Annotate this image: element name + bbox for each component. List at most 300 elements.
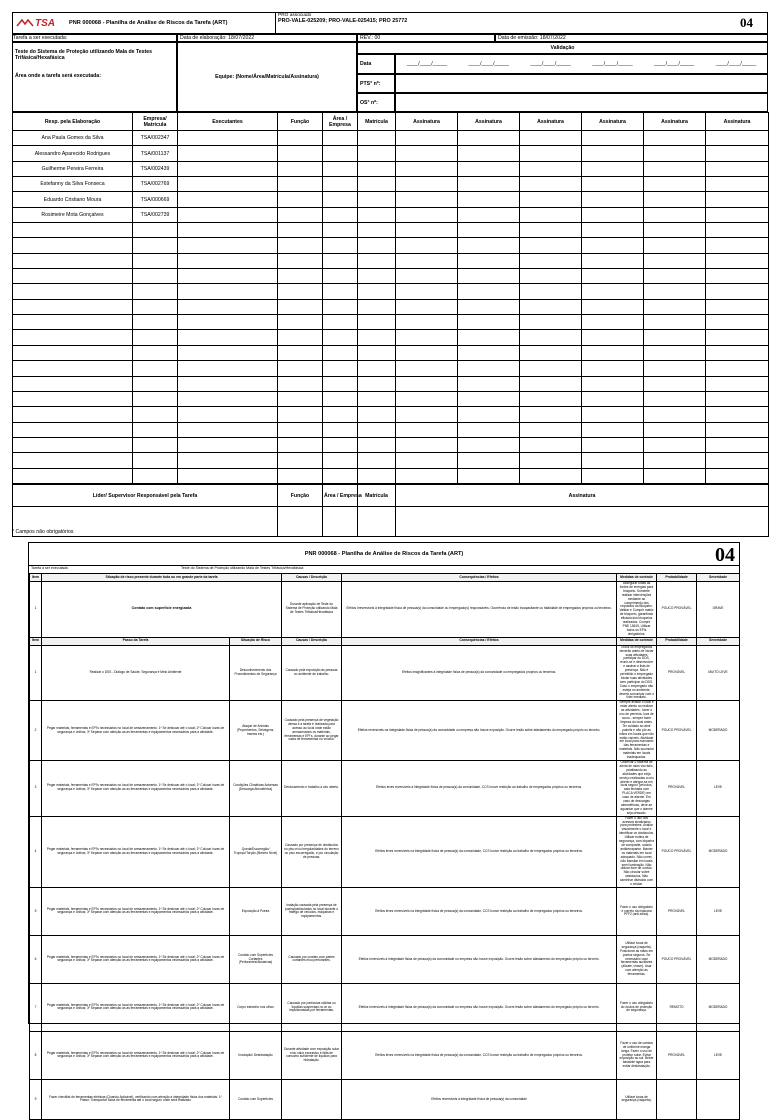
form-cell[interactable] [178,131,278,146]
responsible-name[interactable] [13,422,133,437]
form-cell[interactable] [323,146,358,161]
responsible-name[interactable] [13,376,133,391]
form-cell[interactable] [396,330,458,345]
form-cell[interactable] [358,376,396,391]
form-cell[interactable] [706,361,769,376]
form-cell[interactable] [178,437,278,452]
form-cell[interactable] [323,177,358,192]
responsible-id[interactable]: TSA/002347 [133,131,178,146]
form-cell[interactable] [706,177,769,192]
form-cell[interactable] [278,391,323,406]
form-cell[interactable] [358,422,396,437]
form-cell[interactable] [644,361,706,376]
form-cell[interactable] [278,146,323,161]
form-cell[interactable] [582,437,644,452]
responsible-id[interactable] [133,253,178,268]
form-cell[interactable] [644,192,706,207]
form-cell[interactable] [520,284,582,299]
form-cell[interactable] [278,422,323,437]
form-cell[interactable] [644,131,706,146]
form-cell[interactable] [706,161,769,176]
form-cell[interactable] [278,453,323,468]
form-cell[interactable] [644,330,706,345]
form-cell[interactable] [278,253,323,268]
responsible-id[interactable] [133,299,178,314]
form-cell[interactable] [706,407,769,422]
date-blank[interactable]: ____/____/_____ [592,61,633,67]
form-cell[interactable] [706,376,769,391]
form-cell[interactable] [458,207,520,222]
form-cell[interactable] [323,161,358,176]
form-cell[interactable] [644,238,706,253]
form-cell[interactable] [396,422,458,437]
responsible-name[interactable] [13,407,133,422]
responsible-id[interactable] [133,468,178,483]
form-cell[interactable] [278,207,323,222]
form-cell[interactable] [520,146,582,161]
form-cell[interactable] [582,422,644,437]
leader-area-field[interactable] [323,507,358,537]
form-cell[interactable] [396,453,458,468]
form-cell[interactable] [323,468,358,483]
form-cell[interactable] [520,238,582,253]
form-cell[interactable] [582,192,644,207]
step-cause: Deslocamento e trabalho a céu aberto. [282,760,342,816]
form-cell[interactable] [458,330,520,345]
form-cell[interactable] [178,361,278,376]
form-cell[interactable] [358,207,396,222]
form-cell[interactable] [520,299,582,314]
form-cell[interactable] [396,284,458,299]
form-cell[interactable] [644,437,706,452]
form-cell[interactable] [644,207,706,222]
responsible-name[interactable]: Estefanny da Silva Fonseca [13,177,133,192]
form-cell[interactable] [358,223,396,238]
leader-registration-field[interactable] [358,507,396,537]
form-cell[interactable] [396,131,458,146]
form-cell[interactable] [582,161,644,176]
revision: REV.: 00 [357,34,495,42]
form-cell[interactable] [278,376,323,391]
leader-function-field[interactable] [278,507,323,537]
form-cell[interactable] [582,315,644,330]
form-cell[interactable] [644,161,706,176]
responsible-id[interactable] [133,223,178,238]
form-cell[interactable] [358,299,396,314]
form-cell[interactable] [278,269,323,284]
form-cell[interactable] [358,161,396,176]
form-cell[interactable] [644,269,706,284]
date-label: Data [357,54,395,74]
form-cell[interactable] [396,361,458,376]
form-cell[interactable] [178,223,278,238]
form-cell[interactable] [520,437,582,452]
form-cell[interactable] [396,238,458,253]
responsible-name[interactable] [13,284,133,299]
form-cell[interactable] [706,299,769,314]
form-cell[interactable] [358,253,396,268]
form-cell[interactable] [358,315,396,330]
responsible-id[interactable] [133,407,178,422]
form-cell[interactable] [178,161,278,176]
form-cell[interactable] [582,376,644,391]
form-cell[interactable] [178,376,278,391]
form-cell[interactable] [582,238,644,253]
form-cell[interactable] [644,453,706,468]
form-cell[interactable] [178,269,278,284]
form-cell[interactable] [582,284,644,299]
form-cell[interactable] [323,223,358,238]
responsible-id[interactable] [133,284,178,299]
responsible-id[interactable] [133,315,178,330]
responsible-name[interactable]: Ana Paula Gomes da Silva [13,131,133,146]
form-cell[interactable] [458,238,520,253]
date-blank[interactable]: ____/____/_____ [468,61,509,67]
form-cell[interactable] [323,407,358,422]
form-cell[interactable] [706,284,769,299]
form-cell[interactable] [582,299,644,314]
form-cell[interactable] [458,453,520,468]
form-cell[interactable] [582,223,644,238]
form-cell[interactable] [582,453,644,468]
responsible-name[interactable] [13,223,133,238]
form-cell[interactable] [520,407,582,422]
form-cell[interactable] [396,391,458,406]
form-cell[interactable] [323,192,358,207]
form-cell[interactable] [278,192,323,207]
form-cell[interactable] [520,161,582,176]
form-cell[interactable] [278,361,323,376]
form-cell[interactable] [706,238,769,253]
form-cell[interactable] [178,284,278,299]
responsible-name[interactable] [13,315,133,330]
responsible-id[interactable] [133,269,178,284]
form-cell[interactable] [358,238,396,253]
pts-field[interactable] [395,74,768,93]
form-cell[interactable] [323,269,358,284]
form-cell[interactable] [323,422,358,437]
form-cell[interactable] [582,361,644,376]
form-cell[interactable] [706,269,769,284]
form-cell[interactable] [323,330,358,345]
form-cell[interactable] [396,315,458,330]
form-cell[interactable] [706,391,769,406]
responsible-name[interactable] [13,345,133,360]
form-cell[interactable] [458,284,520,299]
responsible-name[interactable] [13,361,133,376]
form-cell[interactable] [520,422,582,437]
responsible-id[interactable] [133,391,178,406]
form-cell[interactable] [706,146,769,161]
form-cell[interactable] [458,269,520,284]
form-cell[interactable] [706,345,769,360]
form-cell[interactable] [178,453,278,468]
form-cell[interactable] [323,207,358,222]
form-cell[interactable] [358,437,396,452]
form-cell[interactable] [323,437,358,452]
form-cell[interactable] [706,453,769,468]
form-cell[interactable] [323,376,358,391]
responsible-name[interactable] [13,269,133,284]
form-cell[interactable] [706,437,769,452]
form-cell[interactable] [458,131,520,146]
form-cell[interactable] [706,330,769,345]
responsible-name[interactable] [13,253,133,268]
form-cell[interactable] [396,468,458,483]
form-cell[interactable] [178,146,278,161]
responsible-name[interactable] [13,299,133,314]
form-cell[interactable] [358,146,396,161]
form-cell[interactable] [396,269,458,284]
responsible-name[interactable] [13,238,133,253]
form-cell[interactable] [706,223,769,238]
form-cell[interactable] [458,407,520,422]
responsible-name[interactable]: Rosimeire Mota Gonçalves [13,207,133,222]
form-cell[interactable] [323,391,358,406]
form-cell[interactable] [396,345,458,360]
form-cell[interactable] [178,177,278,192]
form-cell[interactable] [178,238,278,253]
form-cell[interactable] [644,284,706,299]
responsible-name[interactable] [13,437,133,452]
form-cell[interactable] [278,407,323,422]
form-cell[interactable] [323,315,358,330]
form-cell[interactable] [323,131,358,146]
form-cell[interactable] [323,238,358,253]
team-header: Equipe: (Nome/Área/Matrícula/Assinatura) [177,42,357,112]
form-cell[interactable] [278,284,323,299]
form-cell[interactable] [520,391,582,406]
form-cell[interactable] [323,284,358,299]
form-cell[interactable] [278,315,323,330]
form-cell[interactable] [644,315,706,330]
form-cell[interactable] [458,146,520,161]
form-cell[interactable] [582,131,644,146]
form-cell[interactable] [278,437,323,452]
form-cell[interactable] [278,330,323,345]
form-cell[interactable] [582,468,644,483]
form-cell[interactable] [458,299,520,314]
responsible-name[interactable] [13,391,133,406]
form-cell[interactable] [278,223,323,238]
form-cell[interactable] [582,177,644,192]
responsible-id[interactable] [133,453,178,468]
form-cell[interactable] [458,345,520,360]
form-cell[interactable] [458,376,520,391]
form-cell[interactable] [323,253,358,268]
form-cell[interactable] [358,269,396,284]
form-cell[interactable] [178,330,278,345]
form-cell[interactable] [458,315,520,330]
form-cell[interactable] [458,437,520,452]
form-cell[interactable] [396,407,458,422]
form-cell[interactable] [358,345,396,360]
form-cell[interactable] [644,407,706,422]
responsible-id[interactable] [133,422,178,437]
team-row [13,192,769,207]
form-cell[interactable] [396,253,458,268]
responsible-id[interactable] [133,238,178,253]
form-cell[interactable] [706,315,769,330]
form-cell[interactable] [582,407,644,422]
form-cell[interactable] [520,131,582,146]
form-cell[interactable] [706,207,769,222]
team-row [13,330,769,345]
form-cell[interactable] [644,391,706,406]
form-cell[interactable] [358,330,396,345]
form-header [12,12,768,34]
form-cell[interactable] [323,345,358,360]
form-cell[interactable] [358,361,396,376]
form-cell[interactable] [358,407,396,422]
form-cell[interactable] [520,468,582,483]
form-cell[interactable] [582,207,644,222]
signature-header: Assinatura [706,113,769,131]
form-cell[interactable] [178,468,278,483]
form-cell[interactable] [458,361,520,376]
form-cell[interactable] [644,253,706,268]
responsible-id[interactable] [133,345,178,360]
form-cell[interactable] [396,437,458,452]
form-cell[interactable] [358,391,396,406]
form-cell[interactable] [520,453,582,468]
form-cell[interactable] [582,345,644,360]
form-cell[interactable] [323,361,358,376]
form-cell[interactable] [520,361,582,376]
form-cell[interactable] [706,422,769,437]
date-blank[interactable]: ____/____/_____ [715,61,757,67]
form-cell[interactable] [520,315,582,330]
form-cell[interactable] [358,177,396,192]
form-cell[interactable] [706,192,769,207]
form-cell[interactable] [582,269,644,284]
form-cell[interactable] [396,161,458,176]
form-cell[interactable] [278,177,323,192]
step-item: 5 [30,887,42,935]
form-cell[interactable] [358,284,396,299]
form-cell[interactable] [706,131,769,146]
form-cell[interactable] [706,468,769,483]
form-cell[interactable] [278,345,323,360]
responsible-name[interactable] [13,330,133,345]
form-cell[interactable] [520,269,582,284]
form-cell[interactable] [644,345,706,360]
form-cell[interactable] [396,223,458,238]
form-cell[interactable] [396,192,458,207]
responsible-id[interactable]: TSA/002439 [133,161,178,176]
form-cell[interactable] [178,207,278,222]
form-cell[interactable] [520,223,582,238]
form-cell[interactable] [458,223,520,238]
responsible-name[interactable] [13,468,133,483]
form-cell[interactable] [458,253,520,268]
form-cell[interactable] [323,453,358,468]
responsible-id[interactable]: TSA/002769 [133,177,178,192]
form-cell[interactable] [396,146,458,161]
form-cell[interactable] [458,422,520,437]
form-cell[interactable] [644,376,706,391]
form-cell[interactable] [582,330,644,345]
form-cell[interactable] [644,177,706,192]
form-cell[interactable] [458,161,520,176]
responsible-id[interactable]: TSA/002739 [133,207,178,222]
form-cell[interactable] [278,468,323,483]
form-cell[interactable] [644,146,706,161]
signature-header: Assinatura [458,113,520,131]
form-cell[interactable] [396,376,458,391]
form-cell[interactable] [358,131,396,146]
form-cell[interactable] [644,468,706,483]
form-cell[interactable] [458,177,520,192]
form-cell[interactable] [278,299,323,314]
responsible-id[interactable]: TSA/000669 [133,192,178,207]
form-cell[interactable] [520,207,582,222]
form-cell[interactable] [520,253,582,268]
responsible-id[interactable] [133,437,178,452]
form-cell[interactable] [358,453,396,468]
form-cell[interactable] [520,192,582,207]
form-cell[interactable] [178,299,278,314]
responsible-name[interactable]: Guilherme Pereira Ferreira [13,161,133,176]
leader-signature-field[interactable] [396,507,769,537]
form-cell[interactable] [178,422,278,437]
form-cell[interactable] [458,192,520,207]
form-cell[interactable] [706,253,769,268]
responsible-id[interactable]: TSA/001137 [133,146,178,161]
form-cell[interactable] [178,391,278,406]
form-cell[interactable] [323,299,358,314]
date-blank[interactable]: ____/____/_____ [654,61,695,67]
os-field[interactable] [395,93,768,112]
form-cell[interactable] [520,177,582,192]
date-blank[interactable]: ____/____/_____ [530,61,571,67]
form-cell[interactable] [644,223,706,238]
form-cell[interactable] [582,391,644,406]
risk-probability: POUCO PROVÁVEL [657,582,697,638]
step-control: Fazer o uso dos acessos sinalizados para pedestres. Avaliar visualmente o local e identificar os obstáculos. Utilizar botina de segurança, com biqueira de composite, solado antiderrapante. Manter os materiais em local adequado. Não correr, não transitar em locais sem iluminação. Não utilizar fone de ouvido. Não circular sobre obstáculos. Não caminhar distraído com o celular. [617,816,657,887]
responsible-id[interactable] [133,376,178,391]
form-cell[interactable] [458,468,520,483]
form-cell[interactable] [178,345,278,360]
form-cell[interactable] [396,207,458,222]
form-cell[interactable] [582,146,644,161]
form-cell[interactable] [644,422,706,437]
responsible-id[interactable] [133,361,178,376]
form-cell[interactable] [178,253,278,268]
responsible-name[interactable] [13,453,133,468]
form-cell[interactable] [358,468,396,483]
form-cell[interactable] [582,253,644,268]
form-cell[interactable] [278,238,323,253]
responsible-name[interactable]: Eduardo Cristiano Moura [13,192,133,207]
responsible-name[interactable]: Alessandro Aparecido Rodrigues [13,146,133,161]
form-cell[interactable] [396,299,458,314]
form-cell[interactable] [178,315,278,330]
form-cell[interactable] [644,299,706,314]
form-cell[interactable] [520,345,582,360]
form-cell[interactable] [520,330,582,345]
date-blank[interactable]: ____/____/_____ [406,61,448,67]
form-cell[interactable] [458,391,520,406]
form-cell[interactable] [178,407,278,422]
form-cell[interactable] [396,177,458,192]
responsible-id[interactable] [133,330,178,345]
form-cell[interactable] [358,192,396,207]
form-cell[interactable] [278,161,323,176]
form-cell[interactable] [178,192,278,207]
form-cell[interactable] [278,131,323,146]
form-cell[interactable] [520,376,582,391]
